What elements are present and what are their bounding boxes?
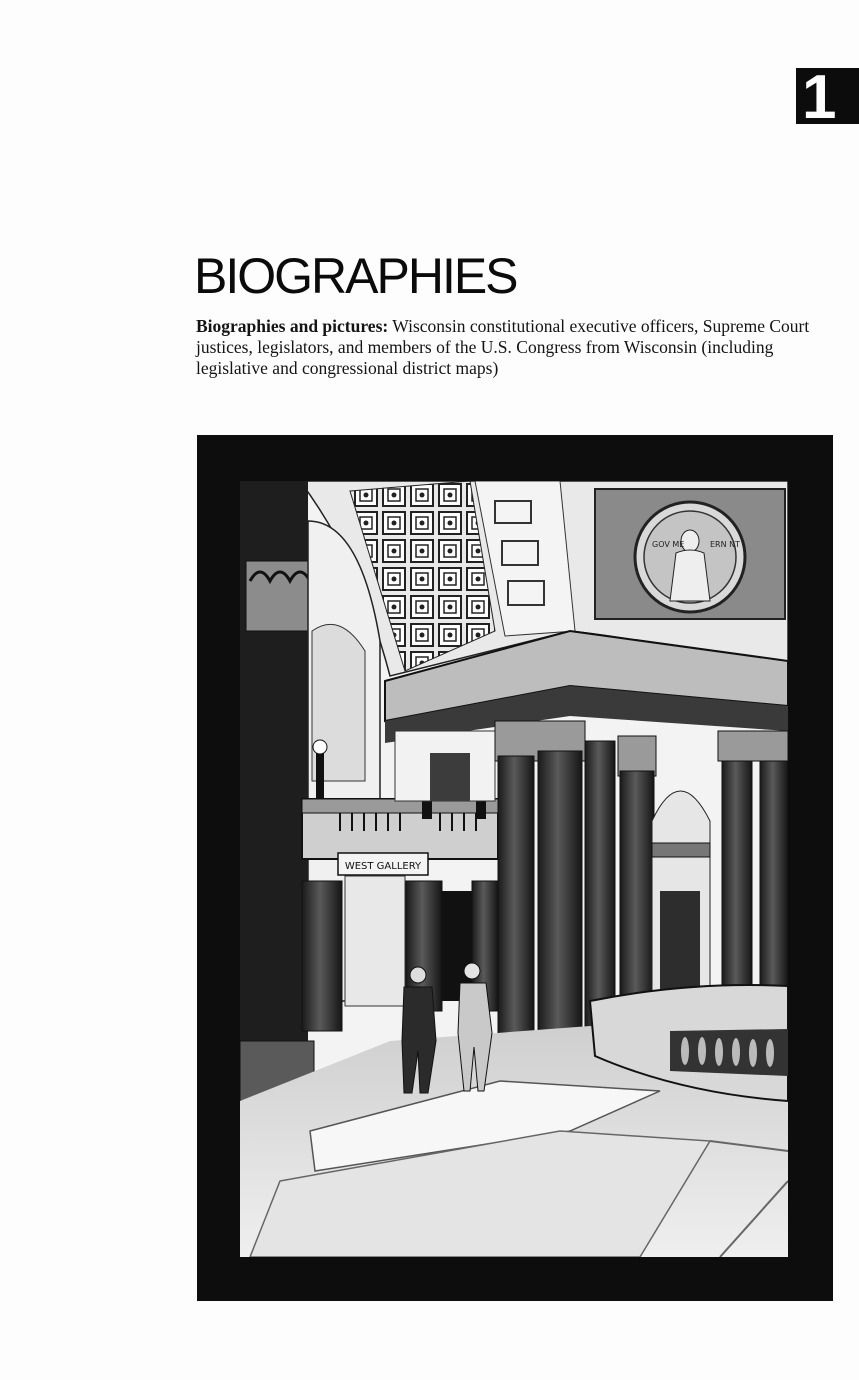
capitol-rotunda-illustration — [240, 481, 788, 1257]
medallion-text-left: GOV ME — [652, 540, 685, 549]
page-title: BIOGRAPHIES — [194, 248, 517, 304]
intro-paragraph — [196, 316, 826, 379]
illustration-frame — [197, 435, 833, 1301]
gallery-sign-text: WEST GALLERY — [344, 861, 422, 872]
medallion-text-right: ERN NT — [710, 540, 741, 549]
rotunda-drawing — [240, 481, 788, 1257]
chapter-tab — [796, 63, 859, 132]
chapter-number: 1 — [802, 63, 837, 132]
intro-lead: Biographies and pictures: — [196, 316, 389, 336]
intro-text: Wisconsin constitutional executive officers, Supreme Court justices, legislators, and members of the U.S. Congress from Wisconsin (including legislative and congressional district maps) — [196, 316, 810, 378]
